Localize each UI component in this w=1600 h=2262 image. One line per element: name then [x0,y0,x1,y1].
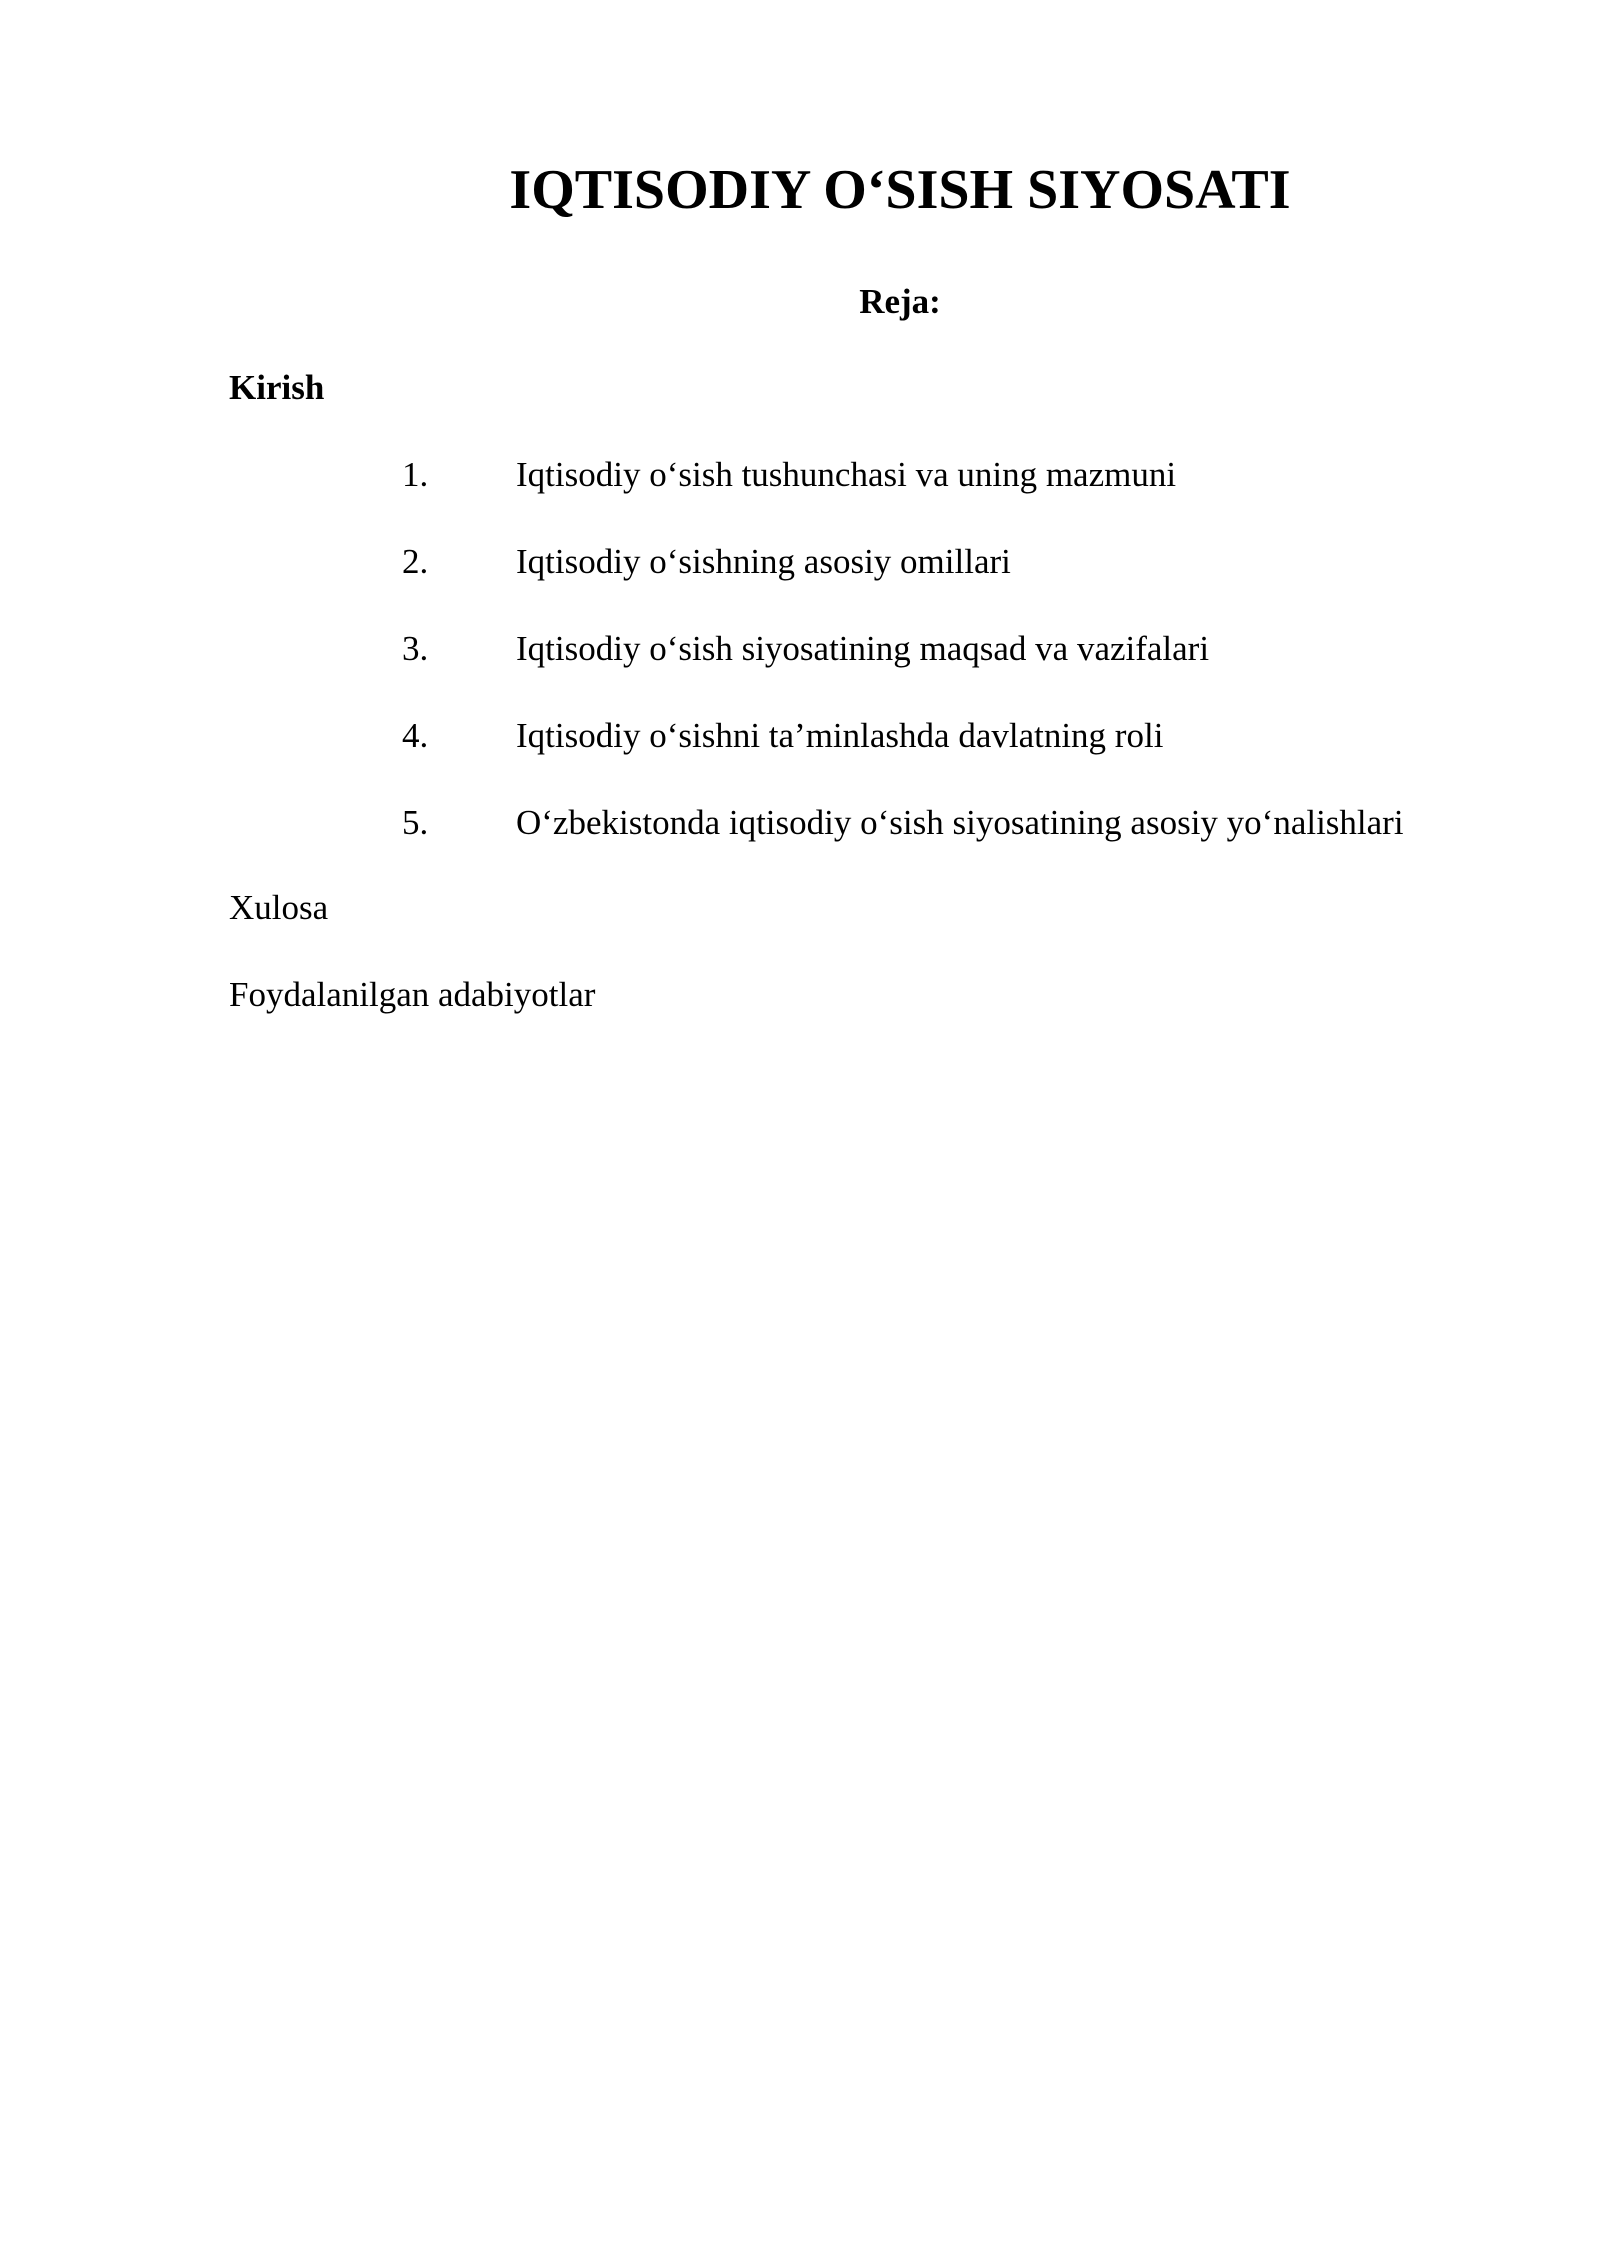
plan-item [0,711,1600,798]
plan-item-number: 1. [402,455,429,494]
conclusion-heading: Xulosa [229,888,329,927]
plan-item-text: Iqtisodiy o‘sishning asosiy omillari [516,542,1011,581]
plan-item-number: 5. [402,803,429,842]
plan-item-number: 4. [402,716,429,755]
plan-item [0,537,1600,624]
plan-item [0,450,1600,537]
plan-item [0,624,1600,711]
plan-item-text: Iqtisodiy o‘sish tushunchasi va uning mazmuni [516,455,1177,494]
plan-item-text: Iqtisodiy o‘sishni ta’minlashda davlatning roli [516,716,1164,755]
references-heading: Foydalanilgan adabiyotlar [229,975,596,1014]
plan-heading: Reja: [859,282,941,321]
plan-item-text: Iqtisodiy o‘sish siyosatining maqsad va vazifalari [516,629,1210,668]
plan-item-number: 2. [402,542,429,581]
plan-item [0,798,1600,885]
plan-list [0,450,1600,885]
plan-item-number: 3. [402,629,429,668]
document-title: IQTISODIY O‘SISH SIYOSATI [509,159,1291,221]
intro-heading: Kirish [229,368,325,407]
plan-item-text: O‘zbekistonda iqtisodiy o‘sish siyosatining asosiy yo‘nalishlari [516,803,1404,842]
